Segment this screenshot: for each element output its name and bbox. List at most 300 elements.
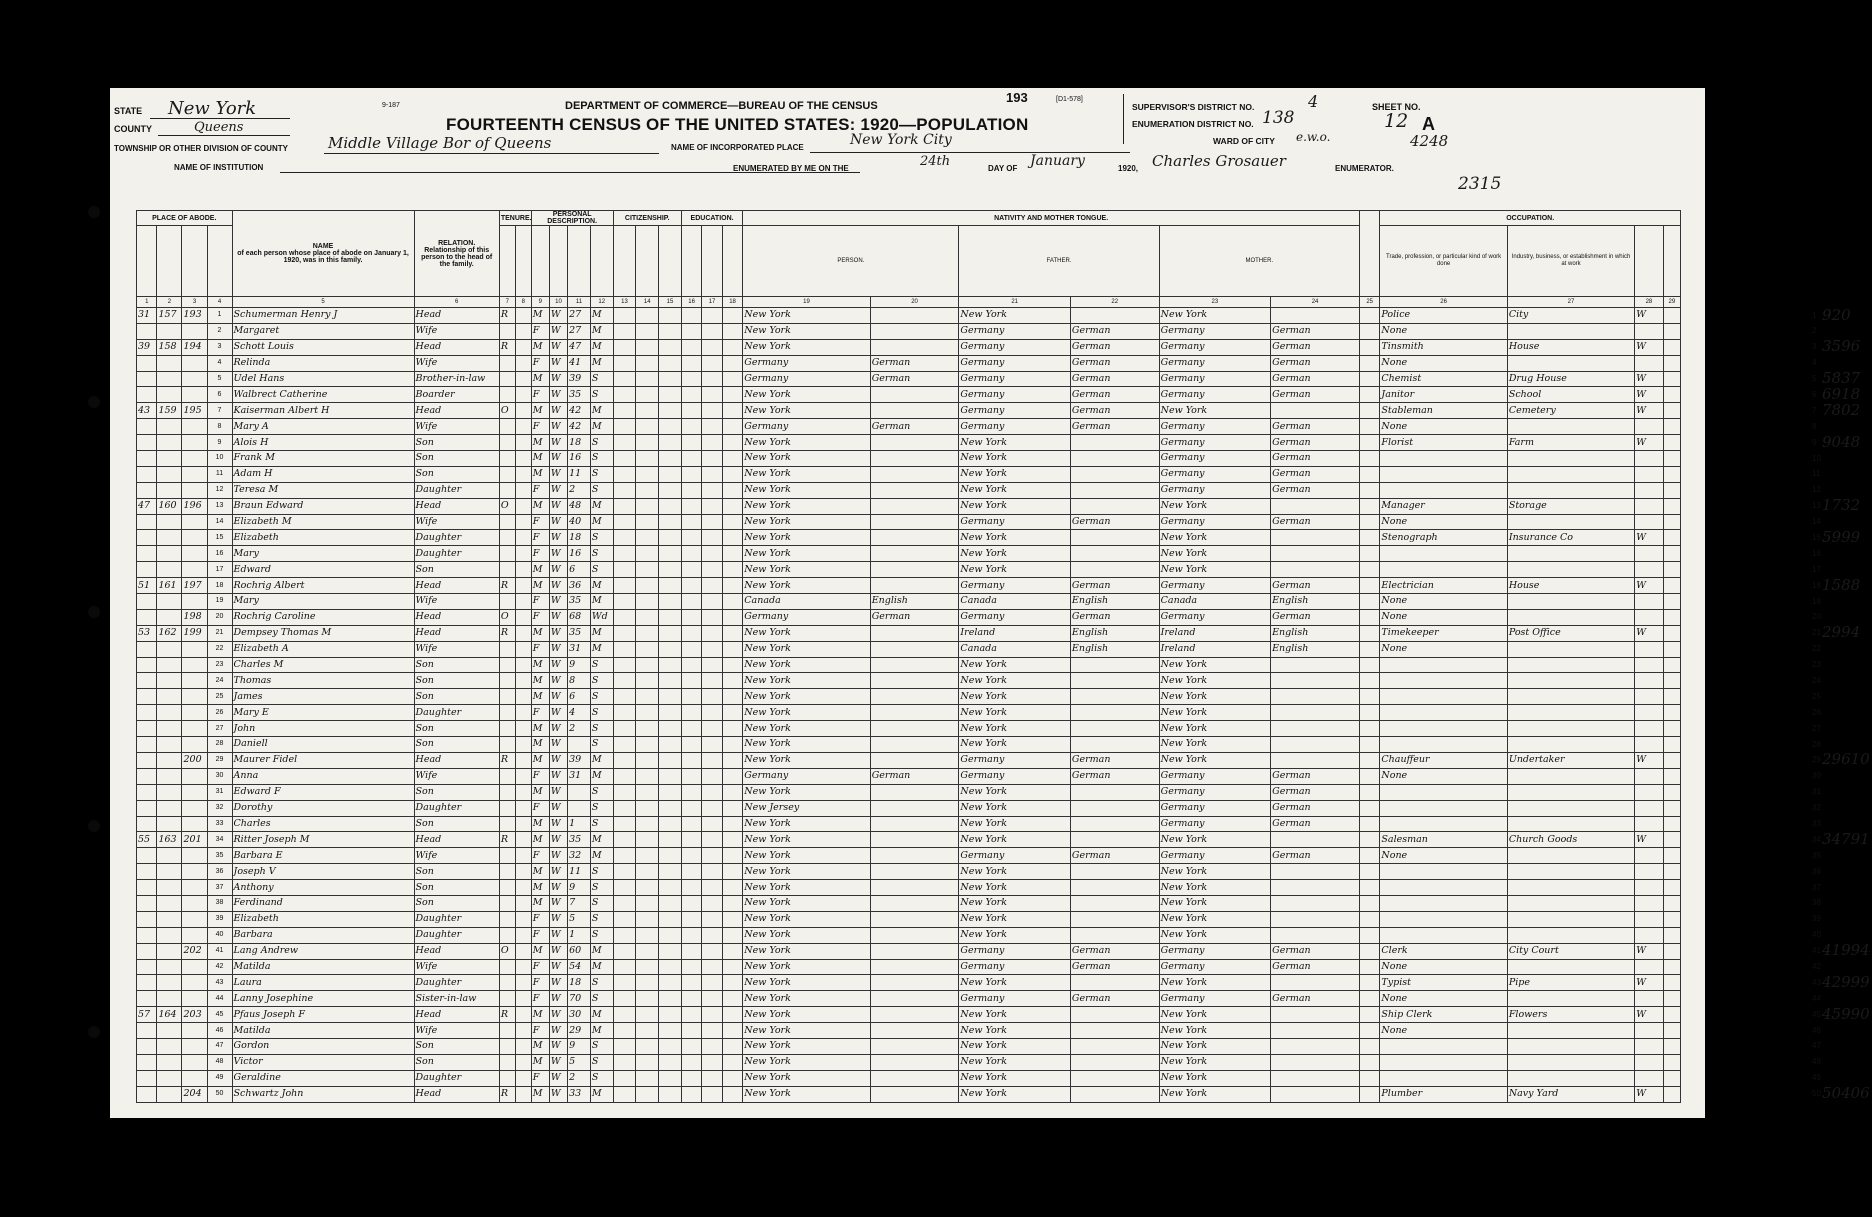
- cell-mortgage: [515, 927, 531, 943]
- right-margin-code: 2994: [1822, 623, 1861, 642]
- cell-tenure: [499, 1023, 515, 1039]
- cell-sex: M: [531, 435, 549, 451]
- cell-race: W: [549, 991, 567, 1007]
- cell-marital-status: M: [590, 768, 613, 784]
- cell-relation: Daughter: [414, 1070, 499, 1086]
- right-line-number: 45: [1812, 1009, 1821, 1019]
- cell-dwelling: [157, 737, 182, 753]
- cell-relation: Head: [414, 498, 499, 514]
- cell-speaks-english: [1359, 975, 1379, 991]
- cell-class-of-worker: W: [1635, 1007, 1663, 1023]
- cell-speaks-english: [1359, 514, 1379, 530]
- cell-person-name: Gordon: [232, 1038, 414, 1054]
- cell-write: [722, 848, 742, 864]
- cell-industry: [1507, 562, 1634, 578]
- cell-sex: M: [531, 721, 549, 737]
- cell-immigration-year: [613, 657, 636, 673]
- cell-line-number: 4: [207, 355, 232, 371]
- cell-dwelling: [157, 641, 182, 657]
- cell-naturalized: [636, 657, 659, 673]
- cell-mother-birthplace: New York: [1159, 832, 1270, 848]
- cell-father-tongue: German: [1070, 578, 1159, 594]
- right-line-number: 16: [1812, 548, 1821, 558]
- col-read: [702, 226, 722, 297]
- cell-father-birthplace: New York: [959, 1023, 1070, 1039]
- cell-dwelling: [157, 880, 182, 896]
- cell-industry: Farm: [1507, 435, 1634, 451]
- cell-person-name: Barbara E: [232, 848, 414, 864]
- cell-race: W: [549, 451, 567, 467]
- right-margin-code: 1588: [1822, 575, 1861, 594]
- cell-relation: Head: [414, 403, 499, 419]
- cell-naturalized: [636, 991, 659, 1007]
- cell-mother-birthplace: New York: [1159, 927, 1270, 943]
- cell-birthplace: New York: [743, 403, 870, 419]
- cell-immigration-year: [613, 355, 636, 371]
- cell-street: [137, 895, 157, 911]
- col-marital: [590, 226, 613, 297]
- cell-birthplace: New York: [743, 864, 870, 880]
- cell-speaks-english: [1359, 784, 1379, 800]
- cell-sex: M: [531, 308, 549, 324]
- cell-immigration-year: [613, 578, 636, 594]
- cell-read: [702, 880, 722, 896]
- cell-father-tongue: English: [1070, 594, 1159, 610]
- cell-read: [702, 482, 722, 498]
- right-line-number: 14: [1812, 517, 1821, 527]
- cell-birthplace: New York: [743, 895, 870, 911]
- cell-naturalized: [636, 864, 659, 880]
- cell-father-tongue: [1070, 927, 1159, 943]
- cell-dwelling: [157, 784, 182, 800]
- cell-relation: Head: [414, 943, 499, 959]
- cell-relation: Head: [414, 625, 499, 641]
- cell-immigration-year: [613, 800, 636, 816]
- sheet-label: SHEET NO.: [1372, 102, 1421, 112]
- cell-dwelling: [157, 609, 182, 625]
- cell-read: [702, 657, 722, 673]
- cell-class-of-worker: W: [1635, 403, 1663, 419]
- cell-relation: Wife: [414, 514, 499, 530]
- cell-mother-tongue: [870, 625, 959, 641]
- cell-family: 195: [182, 403, 207, 419]
- cell-sex: F: [531, 594, 549, 610]
- cell-naturalization-year: [659, 355, 682, 371]
- enumerated-month: January: [1030, 153, 1085, 169]
- cell-father-birthplace: New York: [959, 1038, 1070, 1054]
- cell-immigration-year: [613, 419, 636, 435]
- cell-street: [137, 768, 157, 784]
- cell-speaks-english: [1359, 816, 1379, 832]
- cell-industry: [1507, 927, 1634, 943]
- cell-age: 8: [568, 673, 591, 689]
- cell-farm-number: [1663, 594, 1680, 610]
- cell-person-name: Barbara: [232, 927, 414, 943]
- cell-father-tongue: [1070, 1023, 1159, 1039]
- table-row: [137, 355, 1681, 371]
- cell-father-tongue: [1070, 498, 1159, 514]
- cell-birthplace: New York: [743, 498, 870, 514]
- cell-speaks-english: [1359, 562, 1379, 578]
- cell-mother-birthplace: Germany: [1159, 609, 1270, 625]
- stamp-number: 193: [1006, 90, 1028, 105]
- cell-trade: None: [1380, 848, 1507, 864]
- cell-farm-number: [1663, 498, 1680, 514]
- cell-race: W: [549, 514, 567, 530]
- cell-race: W: [549, 562, 567, 578]
- cell-industry: Undertaker: [1507, 752, 1634, 768]
- cell-write: [722, 1023, 742, 1039]
- cell-mother-birthplace: Germany: [1159, 784, 1270, 800]
- cell-class-of-worker: [1635, 1070, 1663, 1086]
- cell-person-name: Victor: [232, 1054, 414, 1070]
- cell-industry: [1507, 323, 1634, 339]
- cell-speaks-english: [1359, 911, 1379, 927]
- cell-naturalized: [636, 387, 659, 403]
- table-row: [137, 657, 1681, 673]
- cell-relation: Son: [414, 880, 499, 896]
- cell-farm-number: [1663, 562, 1680, 578]
- cell-trade: Clerk: [1380, 943, 1507, 959]
- cell-sex: M: [531, 451, 549, 467]
- cell-mortgage: [515, 403, 531, 419]
- cell-dwelling: [157, 800, 182, 816]
- cell-tenure: [499, 816, 515, 832]
- cell-speaks-english: [1359, 419, 1379, 435]
- table-row: [137, 927, 1681, 943]
- cell-naturalization-year: [659, 737, 682, 753]
- cell-birthplace: New York: [743, 387, 870, 403]
- cell-street: 39: [137, 339, 157, 355]
- cell-trade: Manager: [1380, 498, 1507, 514]
- cell-tenure: [499, 466, 515, 482]
- cell-father-tongue: German: [1070, 752, 1159, 768]
- cell-mortgage: [515, 832, 531, 848]
- column-number: 11: [568, 297, 591, 308]
- cell-relation: Son: [414, 1038, 499, 1054]
- cell-mother-birthplace: Germany: [1159, 848, 1270, 864]
- right-margin-code: 5999: [1822, 527, 1861, 546]
- cell-relation: Head: [414, 1007, 499, 1023]
- right-line-number: 48: [1812, 1057, 1821, 1067]
- cell-farm-number: [1663, 466, 1680, 482]
- cell-relation: Son: [414, 562, 499, 578]
- cell-mother-tongue: English: [1271, 594, 1360, 610]
- cell-mother-tongue: [1271, 737, 1360, 753]
- cell-mortgage: [515, 1086, 531, 1102]
- cell-trade: [1380, 546, 1507, 562]
- cell-person-name: Maurer Fidel: [232, 752, 414, 768]
- cell-immigration-year: [613, 562, 636, 578]
- cell-trade: [1380, 800, 1507, 816]
- cell-mother-birthplace: Canada: [1159, 594, 1270, 610]
- cell-mother-birthplace: New York: [1159, 864, 1270, 880]
- cell-mortgage: [515, 578, 531, 594]
- cell-class-of-worker: W: [1635, 1086, 1663, 1102]
- cell-read: [702, 625, 722, 641]
- cell-class-of-worker: [1635, 705, 1663, 721]
- cell-birthplace: New York: [743, 705, 870, 721]
- cell-marital-status: S: [590, 1070, 613, 1086]
- cell-attended-school: [681, 609, 701, 625]
- cell-line-number: 35: [207, 848, 232, 864]
- cell-birthplace: New York: [743, 546, 870, 562]
- cell-dwelling: 162: [157, 625, 182, 641]
- cell-write: [722, 1070, 742, 1086]
- cell-relation: Head: [414, 339, 499, 355]
- cell-age: 4: [568, 705, 591, 721]
- table-row: [137, 737, 1681, 753]
- cell-read: [702, 721, 722, 737]
- cell-tenure: [499, 371, 515, 387]
- cell-immigration-year: [613, 482, 636, 498]
- cell-write: [722, 975, 742, 991]
- cell-industry: [1507, 609, 1634, 625]
- cell-industry: [1507, 959, 1634, 975]
- cell-race: W: [549, 705, 567, 721]
- cell-trade: Plumber: [1380, 1086, 1507, 1102]
- cell-street: [137, 1038, 157, 1054]
- cell-mother-birthplace: Germany: [1159, 991, 1270, 1007]
- cell-mother-tongue: [870, 308, 959, 324]
- cell-person-name: Rochrig Albert: [232, 578, 414, 594]
- cell-street: [137, 911, 157, 927]
- cell-age: 30: [568, 1007, 591, 1023]
- cell-sex: F: [531, 482, 549, 498]
- cell-mother-birthplace: Germany: [1159, 387, 1270, 403]
- cell-class-of-worker: [1635, 482, 1663, 498]
- day-of-label: DAY OF: [988, 164, 1018, 173]
- cell-race: W: [549, 689, 567, 705]
- right-margin-code: 920: [1822, 305, 1851, 324]
- cell-class-of-worker: [1635, 546, 1663, 562]
- cell-father-birthplace: Germany: [959, 355, 1070, 371]
- cell-father-birthplace: New York: [959, 689, 1070, 705]
- cell-speaks-english: [1359, 371, 1379, 387]
- cell-father-tongue: [1070, 800, 1159, 816]
- cell-write: [722, 435, 742, 451]
- cell-line-number: 8: [207, 419, 232, 435]
- department-title: DEPARTMENT OF COMMERCE—BUREAU OF THE CENSUS: [565, 100, 878, 112]
- cell-trade: Stableman: [1380, 403, 1507, 419]
- cell-age: 9: [568, 880, 591, 896]
- cell-birthplace: New York: [743, 673, 870, 689]
- cell-relation: Wife: [414, 959, 499, 975]
- cell-race: W: [549, 927, 567, 943]
- cell-street: [137, 848, 157, 864]
- cell-tenure: [499, 880, 515, 896]
- cell-immigration-year: [613, 911, 636, 927]
- cell-mortgage: [515, 355, 531, 371]
- cell-class-of-worker: [1635, 800, 1663, 816]
- right-line-number: 11: [1812, 469, 1821, 479]
- cell-dwelling: [157, 1023, 182, 1039]
- cell-read: [702, 466, 722, 482]
- cell-age: 5: [568, 911, 591, 927]
- cell-marital-status: S: [590, 800, 613, 816]
- cell-immigration-year: [613, 403, 636, 419]
- cell-sex: M: [531, 784, 549, 800]
- cell-farm-number: [1663, 657, 1680, 673]
- cell-trade: Florist: [1380, 435, 1507, 451]
- cell-person-name: Ferdinand: [232, 895, 414, 911]
- cell-immigration-year: [613, 609, 636, 625]
- cell-father-birthplace: New York: [959, 816, 1070, 832]
- place-of-abode-header: PLACE OF ABODE.: [137, 211, 233, 226]
- table-row: [137, 625, 1681, 641]
- cell-dwelling: [157, 1054, 182, 1070]
- cell-dwelling: [157, 864, 182, 880]
- cell-sex: M: [531, 371, 549, 387]
- cell-industry: [1507, 911, 1634, 927]
- right-margin-code: 5837: [1822, 369, 1861, 388]
- cell-farm-number: [1663, 387, 1680, 403]
- cell-line-number: 7: [207, 403, 232, 419]
- cell-farm-number: [1663, 1023, 1680, 1039]
- cell-father-birthplace: New York: [959, 927, 1070, 943]
- cell-relation: Wife: [414, 1023, 499, 1039]
- cell-race: W: [549, 578, 567, 594]
- cell-farm-number: [1663, 578, 1680, 594]
- punch-hole: [88, 206, 100, 218]
- column-number: 21: [959, 297, 1070, 308]
- cell-mother-tongue: [870, 752, 959, 768]
- cell-naturalized: [636, 1070, 659, 1086]
- cell-relation: Son: [414, 864, 499, 880]
- cell-age: 5: [568, 1054, 591, 1070]
- right-line-number: 23: [1812, 660, 1821, 670]
- cell-marital-status: M: [590, 832, 613, 848]
- cell-relation: Son: [414, 673, 499, 689]
- cell-dwelling: 157: [157, 308, 182, 324]
- cell-write: [722, 752, 742, 768]
- cell-relation: Daughter: [414, 482, 499, 498]
- right-line-number: 21: [1812, 628, 1821, 638]
- cell-trade: None: [1380, 959, 1507, 975]
- cell-father-birthplace: Germany: [959, 323, 1070, 339]
- township-underline: [324, 153, 659, 154]
- cell-tenure: [499, 737, 515, 753]
- cell-class-of-worker: [1635, 419, 1663, 435]
- cell-class-of-worker: [1635, 927, 1663, 943]
- cell-person-name: Elizabeth M: [232, 514, 414, 530]
- cell-attended-school: [681, 1007, 701, 1023]
- cell-street: [137, 737, 157, 753]
- cell-age: 68: [568, 609, 591, 625]
- cell-birthplace: Germany: [743, 419, 870, 435]
- cell-mother-tongue: [1271, 1023, 1360, 1039]
- cell-mother-birthplace: Germany: [1159, 435, 1270, 451]
- cell-dwelling: [157, 705, 182, 721]
- cell-age: 29: [568, 1023, 591, 1039]
- cell-race: W: [549, 546, 567, 562]
- cell-mother-tongue: [1271, 1007, 1360, 1023]
- cell-immigration-year: [613, 689, 636, 705]
- cell-relation: Daughter: [414, 911, 499, 927]
- cell-father-birthplace: New York: [959, 721, 1070, 737]
- cell-dwelling: [157, 419, 182, 435]
- cell-marital-status: M: [590, 594, 613, 610]
- cell-attended-school: [681, 848, 701, 864]
- cell-marital-status: S: [590, 673, 613, 689]
- cell-race: W: [549, 1054, 567, 1070]
- cell-race: W: [549, 975, 567, 991]
- table-row: [137, 466, 1681, 482]
- table-row: [137, 911, 1681, 927]
- cell-mother-tongue: German: [870, 371, 959, 387]
- cell-race: W: [549, 308, 567, 324]
- cell-immigration-year: [613, 514, 636, 530]
- cell-mortgage: [515, 466, 531, 482]
- cell-age: 42: [568, 403, 591, 419]
- cell-father-tongue: German: [1070, 943, 1159, 959]
- cell-dwelling: 161: [157, 578, 182, 594]
- cell-mortgage: [515, 848, 531, 864]
- cell-immigration-year: [613, 1070, 636, 1086]
- cell-tenure: R: [499, 578, 515, 594]
- cell-farm-number: [1663, 959, 1680, 975]
- cell-farm-number: [1663, 880, 1680, 896]
- cell-mother-tongue: German: [1271, 451, 1360, 467]
- cell-mother-tongue: [870, 498, 959, 514]
- cell-person-name: Walbrect Catherine: [232, 387, 414, 403]
- cell-father-tongue: [1070, 562, 1159, 578]
- cell-dwelling: [157, 355, 182, 371]
- cell-mortgage: [515, 482, 531, 498]
- cell-tenure: O: [499, 943, 515, 959]
- cell-write: [722, 514, 742, 530]
- cell-write: [722, 308, 742, 324]
- cell-class-of-worker: [1635, 1023, 1663, 1039]
- table-row: [137, 609, 1681, 625]
- cell-father-birthplace: New York: [959, 562, 1070, 578]
- cell-family: [182, 880, 207, 896]
- cell-write: [722, 371, 742, 387]
- cell-farm-number: [1663, 705, 1680, 721]
- cell-attended-school: [681, 530, 701, 546]
- cell-speaks-english: [1359, 594, 1379, 610]
- cell-age: 48: [568, 498, 591, 514]
- cell-mother-birthplace: New York: [1159, 1023, 1270, 1039]
- cell-age: 42: [568, 419, 591, 435]
- cell-write: [722, 609, 742, 625]
- cell-mother-tongue: [1271, 705, 1360, 721]
- cell-mother-tongue: [1271, 1070, 1360, 1086]
- cell-attended-school: [681, 705, 701, 721]
- cell-immigration-year: [613, 721, 636, 737]
- cell-naturalization-year: [659, 339, 682, 355]
- cell-father-tongue: [1070, 816, 1159, 832]
- cell-mother-birthplace: Germany: [1159, 943, 1270, 959]
- cell-farm-number: [1663, 721, 1680, 737]
- cell-person-name: James: [232, 689, 414, 705]
- cell-attended-school: [681, 308, 701, 324]
- cell-father-birthplace: Canada: [959, 641, 1070, 657]
- cell-father-tongue: German: [1070, 323, 1159, 339]
- cell-father-tongue: German: [1070, 609, 1159, 625]
- state-label: STATE: [114, 106, 143, 116]
- cell-farm-number: [1663, 848, 1680, 864]
- cell-father-birthplace: Germany: [959, 768, 1070, 784]
- cell-dwelling: [157, 927, 182, 943]
- cell-father-birthplace: Germany: [959, 943, 1070, 959]
- column-number: 2: [157, 297, 182, 308]
- cell-immigration-year: [613, 880, 636, 896]
- cell-line-number: 41: [207, 943, 232, 959]
- cell-trade: [1380, 451, 1507, 467]
- cell-trade: [1380, 1070, 1507, 1086]
- cell-industry: [1507, 816, 1634, 832]
